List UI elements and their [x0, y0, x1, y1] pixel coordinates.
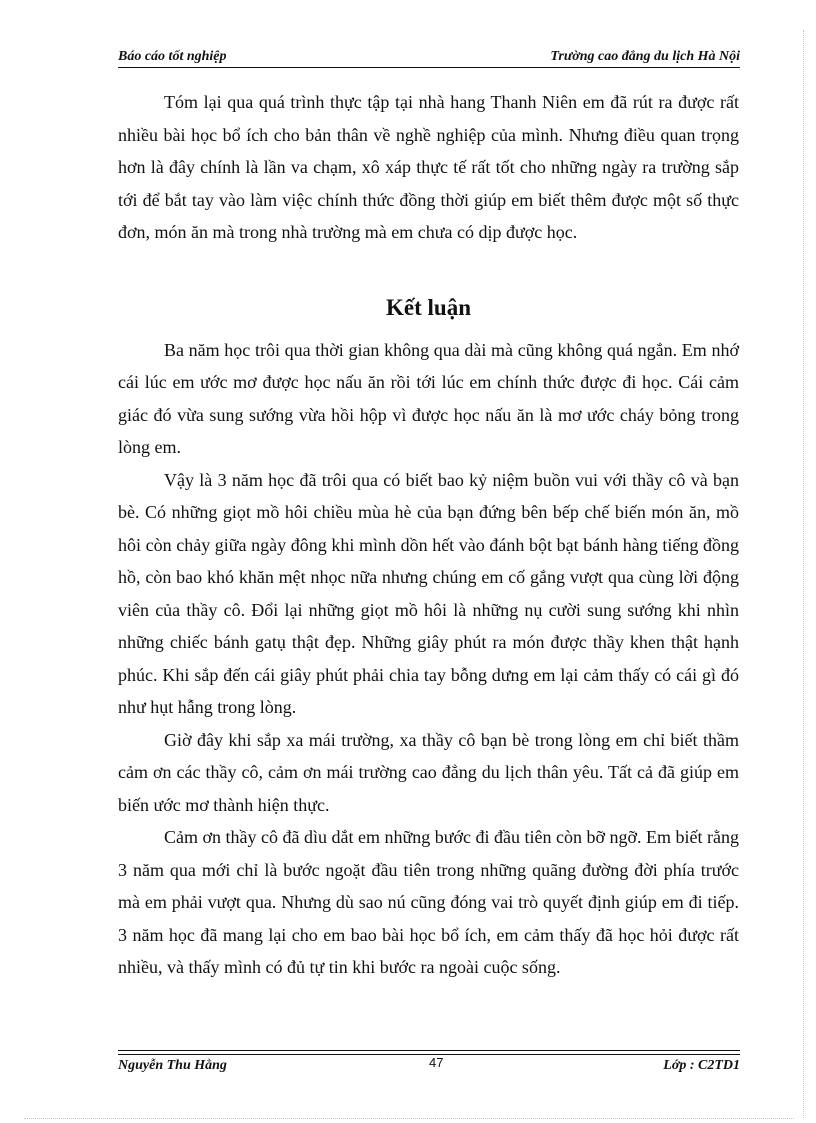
page-edge-bottom — [24, 1118, 794, 1119]
document-body — [118, 86, 739, 984]
conclusion-paragraph-2: Vậy là 3 năm học đã trôi qua có biết bao kỷ niệm buồn vui với thầy cô và bạn bè. Có những giọt mồ hôi chiều mùa hè của bạn đứng bên bếp chế biến món ăn, mồ hôi còn chảy giữa ngày đông khi mình dồn hết vào đánh bột bạt bánh hàng tiếng đồng hồ, còn bao khó khăn mệt nhọc nữa nhưng chúng em cố gắng vượt qua cùng lời động viên của thầy cô. Đổi lại những giọt mồ hôi là những nụ cười sung sướng khi nhìn những chiếc bánh gatụ thật đẹp. Những giây phút ra món được thầy khen thật hạnh phúc. Khi sắp đến cái giây phút phải chia tay bỗng dưng em lại cảm thấy có cái gì đó như hụt hẫng trong lòng. — [118, 469, 739, 717]
conclusion-paragraph-3: Giờ đây khi sắp xa mái trường, xa thầy cô bạn bè trong lòng em chỉ biết thầm cảm ơn các thầy cô, cảm ơn mái trường cao đẳng du lịch thân yêu. Tất cả đã giúp em biến ước mơ thành hiện thực. — [118, 729, 739, 815]
section-title: Kết luận — [386, 294, 471, 320]
header-school-name: Trường cao đẳng du lịch Hà Nội — [550, 49, 740, 64]
intro-paragraph: Tóm lại qua quá trình thực tập tại nhà hang Thanh Niên em đã rút ra được rất nhiều bài học bổ ích cho bản thân về nghề nghiệp của mình. Nhưng điều quan trọng hơn là đây chính là lần va chạm, xô xáp thực tế rất tốt cho những ngày ra trường sắp tới để bắt tay vào làm việc chính thức đồng thời giúp em biết thêm được một số thực đơn, món ăn mà trong nhà trường mà em chưa có dịp được học. — [118, 92, 739, 242]
header-divider — [118, 67, 740, 68]
page-header — [118, 49, 740, 69]
page-footer — [118, 1055, 740, 1078]
page-number: 47 — [429, 1055, 444, 1070]
conclusion-paragraph-4: Cảm ơn thầy cô đã dìu dắt em những bước đi đầu tiên còn bỡ ngỡ. Em biết rằng 3 năm qua mới chỉ là bước ngoặt đầu tiên trong những quãng đường đời phía trước mà em phải vượt qua. Nhưng dù sao nú cũng đóng vai trò quyết định giúp em đi tiếp. 3 năm học đã mang lại cho em bao bài học bổ ích, em cảm thấy đã học hỏi được rất nhiều, và thấy mình có đủ tự tin khi bước ra ngoài cuộc sống. — [118, 827, 739, 977]
page-edge-right — [803, 30, 804, 1118]
footer-author: Nguyễn Thu Hằng — [118, 1058, 227, 1073]
footer-divider-top — [118, 1050, 740, 1051]
header-report-title: Báo cáo tốt nghiệp — [118, 49, 227, 64]
conclusion-paragraph-1: Ba năm học trôi qua thời gian không qua dài mà cũng không quá ngắn. Em nhớ cái lúc em ước mơ được học nấu ăn rồi tới lúc em chính thức được đi học. Cái cảm giác đó vừa sung sướng vừa hồi hộp vì được học nấu ăn là mơ ước cháy bỏng trong lòng em. — [118, 339, 739, 457]
footer-class-code: Lớp : C2TD1 — [663, 1058, 740, 1073]
